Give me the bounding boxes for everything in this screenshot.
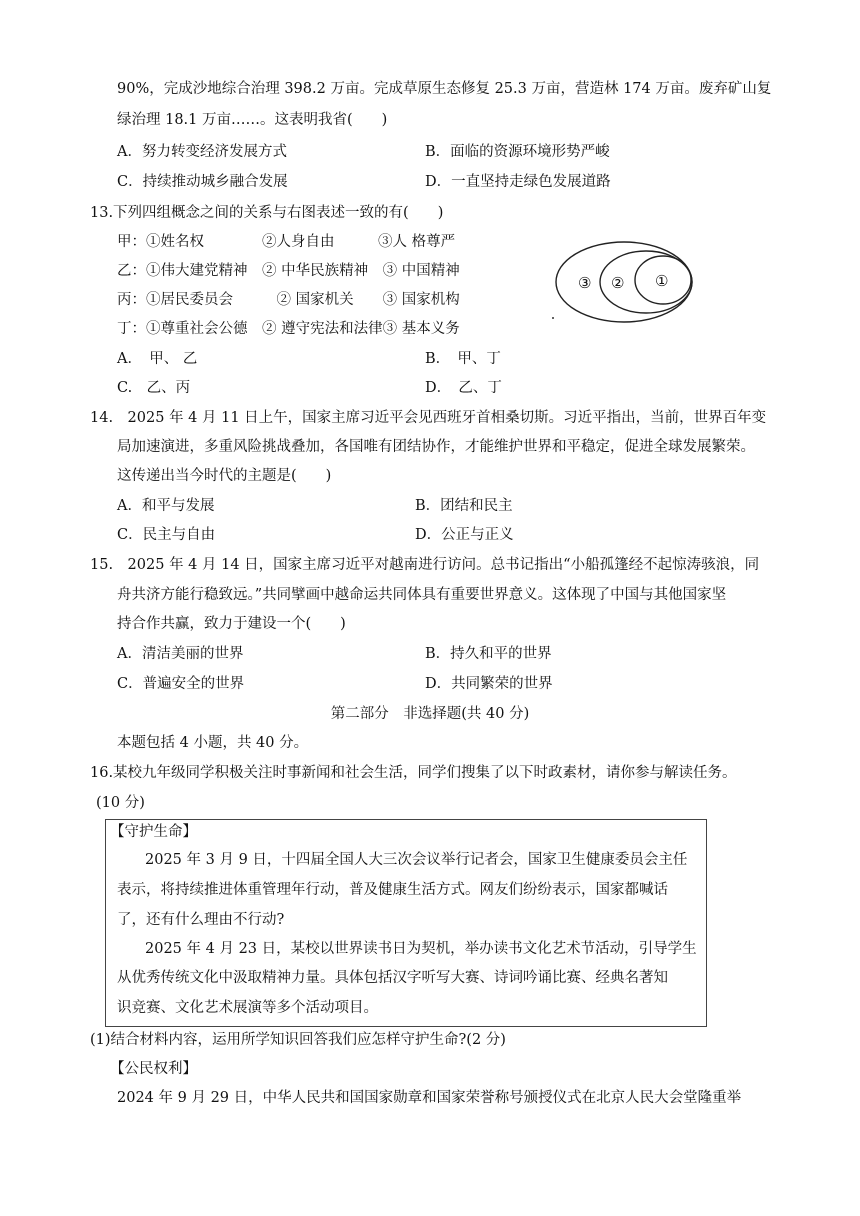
q13-group-ding: 丁：①尊重社会公德 ② 遵守宪法和法律③ 基本义务 bbox=[117, 321, 460, 337]
inner-label: ① bbox=[655, 272, 669, 290]
q13-option-c: C. 乙、丙 bbox=[117, 380, 191, 396]
q16-subquestion-1: (1)结合材料内容，运用所学知识回答我们应怎样守护生命?(2 分) bbox=[90, 1032, 506, 1048]
q16-line-1: 16.某校九年级同学积极关注时事新闻和社会生活，同学们搜集了以下时政素材，请你参与解读任务。 bbox=[90, 765, 737, 781]
q14-option-b: B．团结和民主 bbox=[415, 498, 513, 514]
q14-line-1: 14. 2025 年 4 月 11 日上午，国家主席习近平会见西班牙首相桑切斯。习近平指出，当前，世界百年变 bbox=[90, 410, 767, 426]
q12-option-c: C．持续推动城乡融合发展 bbox=[117, 174, 288, 190]
q15-line-1: 15. 2025 年 4 月 14 日，国家主席习近平对越南进行访问。总书记指出“小船孤篷经不起惊涛骇浪，同 bbox=[90, 557, 760, 573]
q13-group-bing: 丙：①居民委员会 ② 国家机关 ③ 国家机构 bbox=[117, 292, 460, 308]
q15-option-a: A．清洁美丽的世界 bbox=[117, 646, 244, 662]
q13-group-yi: 乙：①伟大建党精神 ② 中华民族精神 ③ 中国精神 bbox=[117, 263, 460, 279]
q16-section-gongmin-quanli: 【公民权利】 bbox=[110, 1061, 197, 1077]
q16-section-shouhu-shengming: 【守护生命】 bbox=[110, 824, 197, 840]
q13-group-jia: 甲：①姓名权 ②人身自由 ③人 格尊严 bbox=[117, 234, 456, 250]
material-line-2: 表示，将持续推进体重管理年行动，普及健康生活方式。网友们纷纷表示，国家都喊话 bbox=[117, 882, 668, 898]
q14-option-a: A．和平与发展 bbox=[117, 498, 215, 514]
q12-option-a: A．努力转变经济发展方式 bbox=[117, 144, 287, 160]
material-line-6: 识竞赛、文化艺术展演等多个活动项目。 bbox=[117, 1000, 378, 1016]
q14-option-c: C．民主与自由 bbox=[117, 527, 216, 543]
material-line-1: 2025 年 3 月 9 日，十四届全国人大三次会议举行记者会，国家卫生健康委员会主任 bbox=[145, 852, 688, 868]
outer-label: ③ bbox=[578, 274, 592, 292]
q15-option-d: D．共同繁荣的世界 bbox=[425, 676, 553, 692]
q12-option-b: B．面临的资源环境形势严峻 bbox=[425, 144, 610, 160]
middle-label: ② bbox=[611, 274, 625, 292]
q15-line-3: 持合作共赢，致力于建设一个( ) bbox=[117, 616, 346, 632]
part-two-intro: 本题包括 4 小题，共 40 分。 bbox=[117, 735, 309, 751]
q15-line-2: 舟共济方能行稳致远。”共同擘画中越命运共同体具有重要世界意义。这体现了中国与其他国家坚 bbox=[117, 587, 727, 603]
q12-line-2: 绿治理 18.1 万亩……。这表明我省( ) bbox=[117, 112, 388, 128]
part-two-title: 第二部分 非选择题(共 40 分) bbox=[330, 706, 530, 722]
q15-option-b: B．持久和平的世界 bbox=[425, 646, 552, 662]
q14-line-2: 局加速演进，多重风险挑战叠加，各国唯有团结协作，才能维护世界和平稳定，促进全球发展繁荣。 bbox=[117, 439, 755, 455]
q13-option-b: B． 甲、丁 bbox=[425, 351, 501, 367]
nested-circles-diagram bbox=[548, 240, 708, 330]
dot-mark bbox=[552, 317, 554, 319]
material-line-4: 2025 年 4 月 23 日，某校以世界读书日为契机，举办读书文化艺术节活动，引导学生 bbox=[145, 941, 697, 957]
q12-option-d: D．一直坚持走绿色发展道路 bbox=[425, 174, 611, 190]
q16-line-2: (10 分) bbox=[96, 795, 145, 811]
q15-option-c: C．普遍安全的世界 bbox=[117, 676, 245, 692]
q14-option-d: D．公正与正义 bbox=[415, 527, 514, 543]
material-line-3: 了，还有什么理由不行动? bbox=[117, 912, 285, 928]
q13-option-a: A． 甲、 乙 bbox=[117, 351, 198, 367]
q14-line-3: 这传递出当今时代的主题是( ) bbox=[117, 468, 332, 484]
q16-last-line: 2024 年 9 月 29 日，中华人民共和国国家勋章和国家荣誉称号颁授仪式在北京人民大会堂隆重举 bbox=[117, 1090, 742, 1106]
material-line-5: 从优秀传统文化中汲取精神力量。具体包括汉字听写大赛、诗词吟诵比赛、经典名著知 bbox=[117, 970, 668, 986]
q13-option-d: D． 乙、丁 bbox=[425, 380, 502, 396]
q13-stem: 13.下列四组概念之间的关系与右图表述一致的有( ) bbox=[90, 205, 444, 221]
q12-line-1: 90%，完成沙地综合治理 398.2 万亩。完成草原生态修复 25.3 万亩，营造林 174 万亩。废弃矿山复 bbox=[117, 81, 772, 97]
